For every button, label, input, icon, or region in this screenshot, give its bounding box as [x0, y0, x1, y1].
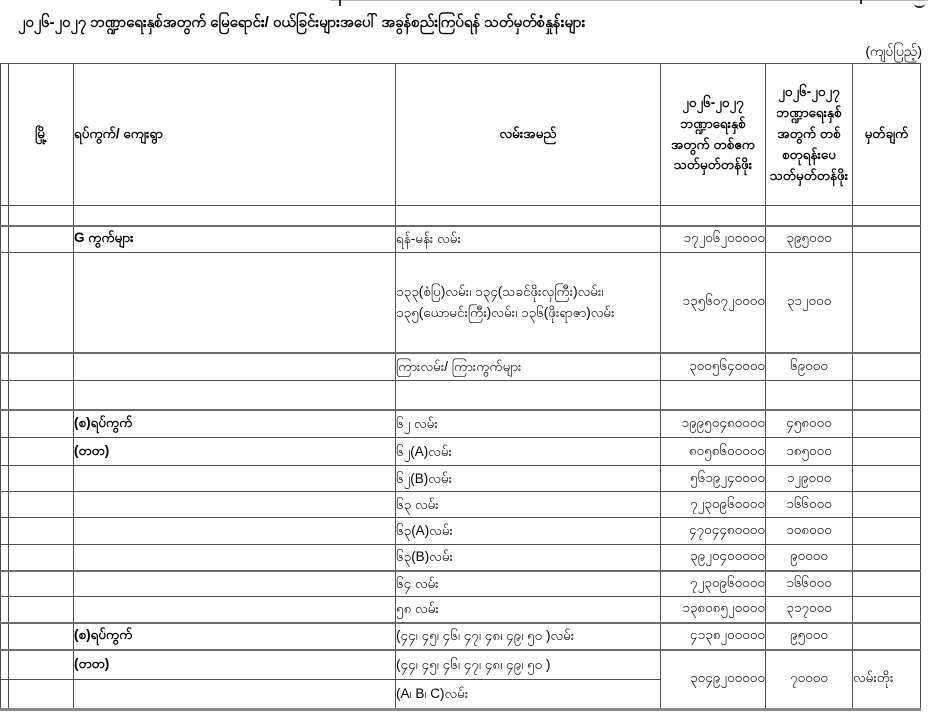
- edge-cell: [1, 680, 9, 710]
- value-per-sqft-cell: ၃၉၅၀၀၀: [766, 226, 853, 253]
- ward-cell: [74, 253, 396, 353]
- road-cell: ၆၂(A)လမ်း: [396, 438, 661, 466]
- road-cell: ၁၃၃(စံပြ)လမ်း၊ ၁၃၄(သခင်ဖိုးလှကြီး)လမ်း၊ ၁၃၅(ယောမင်းကြီး)လမ်း၊ ၁၃၆(ဖိုးရာဇာ)လမ်း: [396, 253, 661, 353]
- ward-cell: [74, 353, 396, 381]
- value-per-acre-cell: ၁၉၉၅၀၄၈၀၀၀၀: [661, 410, 766, 438]
- edge-cell: [1, 597, 9, 623]
- page-title: ၂၀၂၆-၂၀၂၇ ဘဏ္ဍာရေးနှစ်အတွက် မြေရောင်း/ ဝယ်ခြင်းများအပေါ် အခွန်စည်းကြပ်ရန် သတ်မှတ်စံနှုန်းများ: [18, 14, 586, 31]
- road-cell: (A၊ B၊ C)လမ်း: [396, 680, 661, 710]
- town-cell: [9, 381, 74, 410]
- edge-cell: [1, 353, 9, 381]
- edge-cell: [1, 545, 9, 571]
- value-per-acre-cell: ၅၆၁၉၂၄၀၀၀၀: [661, 466, 766, 492]
- ward-cell: [74, 680, 396, 710]
- edge-cell: [1, 410, 9, 438]
- table-row: [1, 253, 921, 353]
- table-row: [1, 226, 921, 253]
- town-cell: [9, 353, 74, 381]
- value-per-acre-cell: ၁၃၅၆၀၇၂၀၀၀၀: [661, 253, 766, 353]
- ward-cell: [74, 597, 396, 623]
- town-cell: [9, 492, 74, 518]
- remark-cell: [853, 381, 921, 410]
- rates-table: [0, 63, 921, 711]
- town-cell: [9, 623, 74, 650]
- ward-cell: [74, 545, 396, 571]
- cropped-gridline-artifact: [339, 0, 341, 6]
- table-row: [1, 597, 921, 623]
- remark-cell: [853, 623, 921, 650]
- remark-cell: [853, 571, 921, 597]
- value-per-acre-cell: ၈၀၅၈၆၀၀၀၀၀: [661, 438, 766, 466]
- value-per-sqft-cell: ၁၆၆၀၀၀: [766, 571, 853, 597]
- ward-cell: [74, 492, 396, 518]
- cropped-text-artifact: [914, 0, 925, 8]
- town-cell: [9, 410, 74, 438]
- value-per-acre-cell: [661, 381, 766, 410]
- value-per-acre-cell-merged: ၃၀၄၉၂၀၀၀၀၀: [661, 650, 766, 710]
- value-per-acre-cell: ၁၃၈၀၈၅၂၀၀၀၀: [661, 597, 766, 623]
- header-edge-cell: [1, 64, 9, 206]
- ward-cell: (စ)ရပ်ကွက်: [74, 410, 396, 438]
- table-row: [1, 518, 921, 545]
- table-row: [1, 650, 921, 680]
- remark-cell: [853, 492, 921, 518]
- table-row: [1, 466, 921, 492]
- ward-cell: (စ)ရပ်ကွက်: [74, 623, 396, 650]
- table-row: [1, 381, 921, 410]
- table-header-row: [1, 64, 921, 206]
- value-per-sqft-cell: ၉၀၀၀၀: [766, 545, 853, 571]
- town-cell: [9, 597, 74, 623]
- town-cell: [9, 466, 74, 492]
- road-cell: ၅၈ လမ်း: [396, 597, 661, 623]
- edge-cell: [1, 466, 9, 492]
- road-cell: ၆၂ လမ်း: [396, 410, 661, 438]
- edge-cell: [1, 438, 9, 466]
- table-row: [1, 545, 921, 571]
- header-value-per-sqft: ၂၀၂၆-၂၀၂၇ ဘဏ္ဍာရေးနှစ် အတွက် တစ်စတုရန်းပေ သတ်မှတ်တန်ဖိုး: [766, 64, 853, 206]
- road-cell: ၆၃ လမ်း: [396, 492, 661, 518]
- road-cell: [396, 206, 661, 226]
- ward-cell: [74, 571, 396, 597]
- value-per-acre-cell: ၇၂၃၀၉၆၀၀၀၀: [661, 492, 766, 518]
- value-per-sqft-cell: ၁၆၆၀၀၀: [766, 492, 853, 518]
- remark-cell: [853, 518, 921, 545]
- town-cell: [9, 545, 74, 571]
- edge-cell: [1, 623, 9, 650]
- header-town: မြို့: [9, 64, 74, 206]
- table-row: [1, 353, 921, 381]
- value-per-sqft-cell: ၆၉၀၀၀: [766, 353, 853, 381]
- value-per-sqft-cell-merged: ၇၀၀၀၀: [766, 650, 853, 710]
- table-row: [1, 438, 921, 466]
- value-per-sqft-cell: [766, 381, 853, 410]
- road-cell: ကြားလမ်း/ ကြားကွက်များ: [396, 353, 661, 381]
- value-per-acre-cell: ၁၇၂၀၆၂၀၀၀၀၀: [661, 226, 766, 253]
- value-per-sqft-cell: ၁၂၉၀၀၀: [766, 466, 853, 492]
- remark-cell: [853, 410, 921, 438]
- cropped-row-artifact: [330, 0, 928, 1]
- table-row: [1, 410, 921, 438]
- road-cell: ၆၃(A)လမ်း: [396, 518, 661, 545]
- town-cell: [9, 206, 74, 226]
- road-cell: ၆၂(B)လမ်း: [396, 466, 661, 492]
- table-row: [1, 623, 921, 650]
- value-per-acre-cell: ၄၇၀၄၄၈၀၀၀၀: [661, 518, 766, 545]
- town-cell: [9, 253, 74, 353]
- value-per-sqft-cell: ၃၁၂၀၀၀: [766, 253, 853, 353]
- remark-cell: [853, 353, 921, 381]
- value-per-acre-cell: ၇၂၃၀၉၆၀၀၀၀: [661, 571, 766, 597]
- ward-cell: [74, 381, 396, 410]
- value-per-sqft-cell: ၁၀၈၀၀၀: [766, 518, 853, 545]
- edge-cell: [1, 206, 9, 226]
- edge-cell: [1, 650, 9, 680]
- value-per-acre-cell: ၄၁၃၈၂၀၀၀၀၀: [661, 623, 766, 650]
- edge-cell: [1, 381, 9, 410]
- edge-cell: [1, 226, 9, 253]
- remark-cell-merged: လမ်းတိုး: [853, 650, 921, 710]
- header-value-per-acre: ၂၀၂၆-၂၀၂၇ ဘဏ္ဍာရေးနှစ် အတွက် တစ်ဧက သတ်မှတ်တန်ဖိုး: [661, 64, 766, 206]
- road-cell: ၆၃(B)လမ်း: [396, 545, 661, 571]
- header-road: လမ်းအမည်: [396, 64, 661, 206]
- ward-cell: [74, 206, 396, 226]
- cropped-gridline-artifact: [860, 0, 862, 4]
- value-per-acre-cell: ၃၉၂၀၄၀၀၀၀၀: [661, 545, 766, 571]
- value-per-acre-cell: ၃၀၀၅၆၄၀၀၀၀: [661, 353, 766, 381]
- edge-cell: [1, 518, 9, 545]
- remark-cell: [853, 438, 921, 466]
- road-cell: ၆၄ လမ်း: [396, 571, 661, 597]
- ward-cell: G ကွက်များ: [74, 226, 396, 253]
- header-remark: မှတ်ချက်: [853, 64, 921, 206]
- remark-cell: [853, 226, 921, 253]
- currency-unit-label: (ကျပ်ပြည့်): [865, 43, 922, 59]
- ward-cell: [74, 518, 396, 545]
- value-per-sqft-cell: ၃၁၇၀၀၀: [766, 597, 853, 623]
- value-per-sqft-cell: [766, 206, 853, 226]
- value-per-sqft-cell: ၉၅၀၀၀: [766, 623, 853, 650]
- town-cell: [9, 680, 74, 710]
- header-ward: ရပ်ကွက်/ ကျေးရွာ: [74, 64, 396, 206]
- town-cell: [9, 650, 74, 680]
- road-cell: [396, 381, 661, 410]
- town-cell: [9, 518, 74, 545]
- remark-cell: [853, 206, 921, 226]
- value-per-sqft-cell: ၄၅၈၀၀၀: [766, 410, 853, 438]
- ward-cell: [74, 466, 396, 492]
- table-row: [1, 492, 921, 518]
- town-cell: [9, 226, 74, 253]
- table-row: [1, 571, 921, 597]
- ward-cell: (တတ): [74, 438, 396, 466]
- remark-cell: [853, 253, 921, 353]
- remark-cell: [853, 545, 921, 571]
- value-per-acre-cell: [661, 206, 766, 226]
- remark-cell: [853, 597, 921, 623]
- remark-cell: [853, 466, 921, 492]
- edge-cell: [1, 253, 9, 353]
- town-cell: [9, 438, 74, 466]
- ward-cell: (တတ): [74, 650, 396, 680]
- table-row: [1, 206, 921, 226]
- edge-cell: [1, 492, 9, 518]
- value-per-sqft-cell: ၁၈၅၀၀၀: [766, 438, 853, 466]
- road-cell: (၄၄၊ ၄၅၊ ၄၆၊ ၄၇၊ ၄၈၊ ၄၉၊ ၅၀ ): [396, 650, 661, 680]
- road-cell: ရန်-မန်း လမ်း: [396, 226, 661, 253]
- edge-cell: [1, 571, 9, 597]
- road-cell: (၄၄၊ ၄၅၊ ၄၆၊ ၄၇၊ ၄၈၊ ၄၉၊ ၅၀ )လမ်း: [396, 623, 661, 650]
- town-cell: [9, 571, 74, 597]
